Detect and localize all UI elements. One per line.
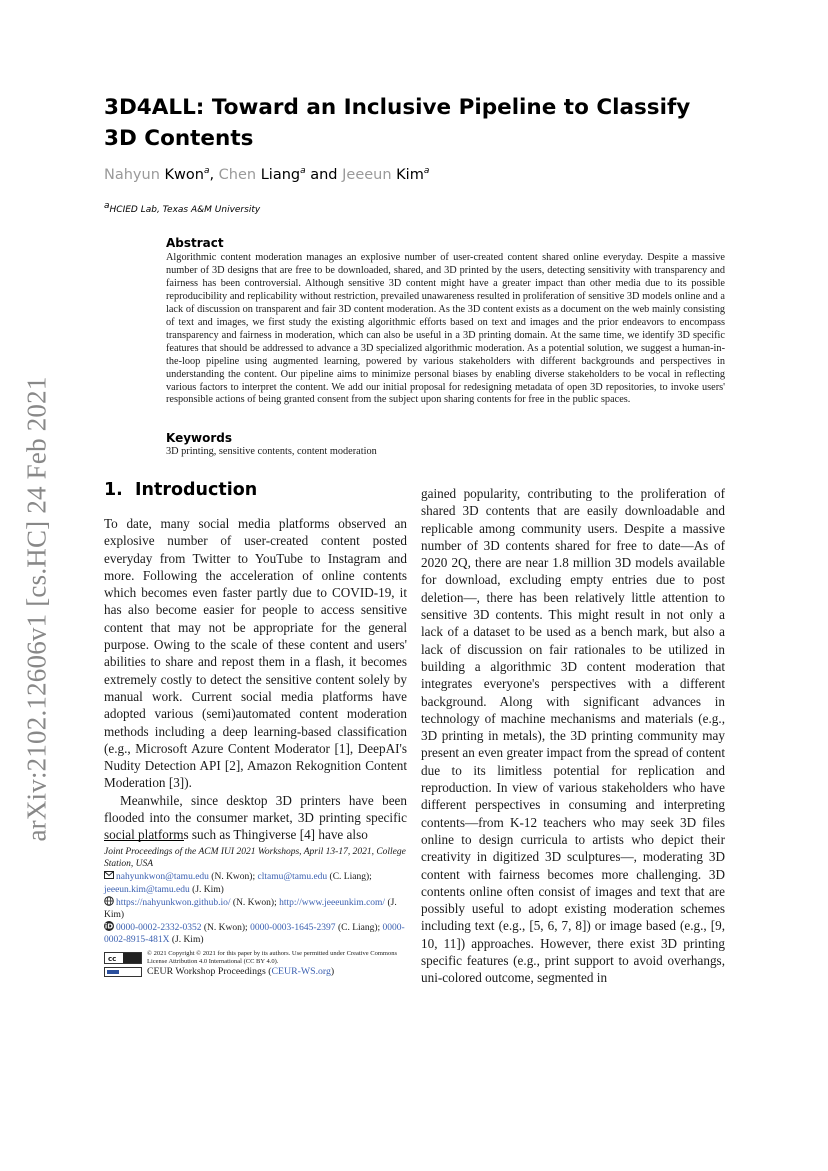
paragraph: To date, many social media platforms observed an explosive number of user-created content posted everyday from Twitter to YouTube to Instagram and more. Following the acceleration of online contents which becomes even faster partly due to COVID-19, it has also become easier for people to access sensitive content that may not be appropriate for the general purpose. Owing to the scale of these content and users' abilities to share and repost them in a flash, it becomes extremely costly to detect the sensitive content solely by manual work. Current social media platforms have adopted various (semi)automated content moderation methods including a deep learning-based classification (e.g., Microsoft Azure Content Moderator [1], DeepAI's Nudity Detection API [2], Amazon Rekognition Content Moderation [3]). — [104, 516, 407, 791]
ceur-proceedings: CEUR Workshop Proceedings (CEUR-WS.org) — [147, 966, 335, 977]
author-list — [104, 166, 429, 183]
author-separator: , — [209, 166, 219, 183]
abstract-heading: Abstract — [166, 236, 224, 250]
svg-text:iD: iD — [104, 922, 114, 931]
license-block — [104, 950, 407, 978]
affiliation: $^a$HCIED Lab, Texas A&M University — [104, 201, 261, 215]
globe-icon — [104, 896, 114, 906]
author[interactable]: Nahyun Kwon$^a$ — [104, 166, 210, 183]
email-link[interactable]: cltamu@tamu.edu — [257, 872, 328, 883]
keywords-heading: Keywords — [166, 431, 233, 445]
footnote-divider — [104, 840, 184, 841]
orcid-link[interactable]: 0000-0002-8915-481X — [104, 923, 405, 946]
paragraph: gained popularity, contributing to the proliferation of shared 3D contents that are easily downloadable and replicable among community users. Despite a massive number of 3D contents shared for free to date—As of 2020 2Q, there are near 1.8 million 3D models available for download, excluding empty entries due to post deletion—, there has been relatively little attention to sensitive 3D contents. This might result in not only a lack of a dataset to be used as a bench mark, but also a lack of discussion on fair rationales to be utilized in building a algorithmic 3D content moderation that integrates everyone's perspectives with a different background. Along with significant advances in technology of machine mechanisms and materials (e.g., 3D printing in metals), the 3D printing community may present an even greater impact from the spread of content due to its limitless potential for replication and reproduction. In view of various stakeholders who have different perspectives in consuming and interpreting contents—from K-12 teachers who may seek 3D files online to design curricula to artists who depict their creativity in digitized 3D sculptures—, moderating 3D content with fairness becomes more challenging. 3D contents online often consist of images and text that are possibly useful to adopt existing moderation schemes including text (e.g., [5, 6, 7, 8]) or image based (e.g., [9, 10, 11]) approaches. However, there exist 3D printing specific features (e.g., print support to avoid overhangs, uni-colored outcome, segmented in — [421, 486, 725, 986]
keywords-text: 3D printing, sensitive contents, content moderation — [166, 446, 377, 457]
ceur-link[interactable]: CEUR-WS.org — [271, 966, 331, 977]
author[interactable]: Jeeeun Kim$^a$ — [342, 166, 430, 183]
abstract-text: Algorithmic content moderation manages an explosive number of user-created content shared online everyday. Despite a massive number of 3D designs that are free to be downloaded, shared, and 3D printed by the users, detecting sensitivity with transparency and fairness has been controversial. Although sensitive 3D content might have a greater impact than other media due to its possible reproducibility and replicability without restriction, prevailed unawareness resulted in proliferation of sensitive 3D models online and a lack of discussion on transparent and fair 3D content moderation. As the 3D content exists as a document on the web mainly consisting of text and images, we first study the existing algorithmic efforts based on text and images and the prior endeavors to encompass transparency and fairness in moderation, which can also be useful in a 3D printing domain. At the same time, we identify 3D specific features that should be addressed to advance a 3D specialized algorithmic moderation. As a potential solution, we suggest a human-in-the-loop pipeline using augmented learning, powered by various stakeholders with different backgrounds and perspectives in understanding the content. Our pipeline aims to minimize personal biases by enabling diverse stakeholders to be vocal in reflecting various factors to interpret the content. We add our initial proposal for redesigning metadata of open 3D repositories, to invoke users' responsible actions of being granted consent from the subject upon sharing contents for free in the public spaces. — [166, 252, 725, 406]
paper-title: 3D4ALL: Toward an Inclusive Pipeline to Classify 3D Contents — [104, 95, 691, 151]
web-row: https://nahyunkwon.github.io/ (N. Kwon); http://www.jeeeunkim.com/ (J. Kim) — [104, 897, 397, 921]
web-link[interactable]: https://nahyunkwon.github.io/ — [116, 897, 231, 908]
cc-license-icon: cc — [104, 952, 142, 964]
copyright-text: © 2021 Copyright © 2021 for this paper by its authors. Use permitted under Creative Commons License Attribution 4.0 International (CC BY 4.0). — [147, 950, 397, 965]
author[interactable]: Chen Liang$^a$ — [218, 166, 306, 183]
email-link[interactable]: jeeeun.kim@tamu.edu — [104, 884, 190, 895]
author-separator: and — [305, 166, 343, 183]
web-link[interactable]: http://www.jeeeunkim.com/ — [279, 897, 386, 908]
right-column — [421, 485, 725, 987]
orcid-icon — [104, 921, 114, 931]
paragraph: Meanwhile, since desktop 3D printers have been flooded into the consumer market, 3D printing specific social platforms such as Thingiverse [4] have also — [104, 792, 407, 843]
arxiv-stamp-text: arXiv:2102.12606v1 [cs.HC] 24 Feb 2021 — [21, 376, 52, 842]
footnotes — [104, 846, 407, 947]
envelope-icon — [104, 870, 114, 880]
ceur-logo-icon — [104, 967, 142, 977]
section-heading: 1. Introduction — [104, 480, 258, 500]
conference-note: Joint Proceedings of the ACM IUI 2021 Workshops, April 13-17, 2021, College Station, USA — [104, 847, 406, 870]
left-column — [104, 515, 407, 844]
email-row: nahyunkwon@tamu.edu (N. Kwon); cltamu@tamu.edu (C. Liang); jeeeun.kim@tamu.edu (J. Kim) — [104, 872, 372, 895]
orcid-link[interactable]: 0000-0003-1645-2397 — [250, 923, 336, 934]
orcid-row: iD 0000-0002-2332-0352 (N. Kwon); 0000-0003-1645-2397 (C. Liang); 0000-0002-8915-481X (J. Kim) — [104, 922, 405, 946]
arxiv-stamp — [12, 364, 62, 854]
email-link[interactable]: nahyunkwon@tamu.edu — [116, 872, 209, 883]
orcid-link[interactable]: 0000-0002-2332-0352 — [116, 923, 202, 934]
